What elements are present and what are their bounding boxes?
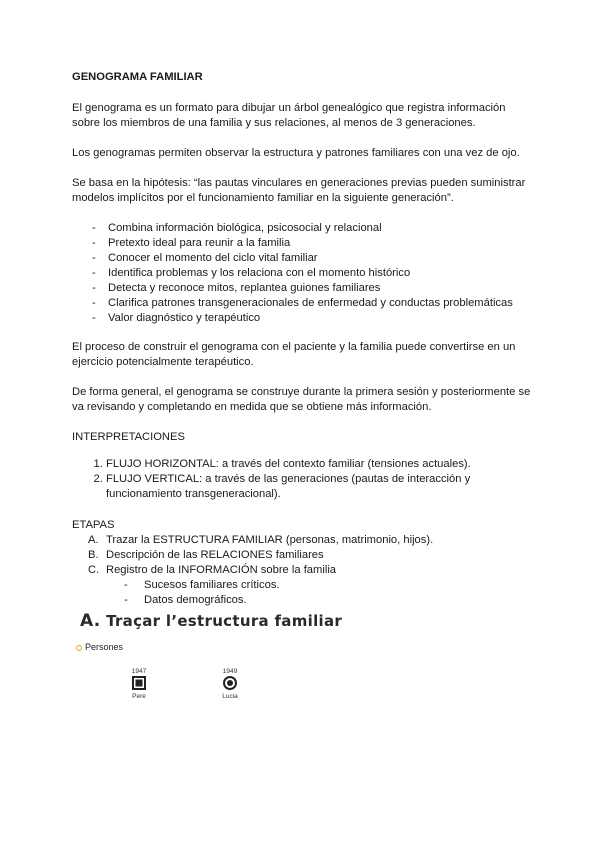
etapa-item [72, 548, 532, 563]
person-name: Pere [132, 693, 146, 700]
figure-heading-text: Traçar l’estructura familiar [106, 612, 343, 630]
figure-heading-initial: A. [80, 611, 101, 631]
features-list [72, 221, 532, 326]
bullet-icon [76, 645, 82, 651]
etapa-marker: B. [88, 549, 99, 561]
list-item: - Pretexto ideal para reunir a la familia [92, 236, 532, 251]
figure-bullet-label: Persones [85, 642, 124, 652]
figure-heading [80, 611, 343, 631]
list-item: - Detecta y reconoce mitos, replantea guiones familiares [92, 281, 532, 296]
etapas-heading: ETAPAS [72, 519, 115, 531]
etapa-item [72, 563, 532, 578]
birth-year: 1947 [131, 668, 147, 675]
etapa-text: Trazar la ESTRUCTURA FAMILIAR (personas, matrimonio, hijos). [106, 534, 434, 546]
list-item: 1. FLUJO HORIZONTAL: a través del contexto familiar (tensiones actuales). [106, 457, 532, 472]
female-circle-icon [223, 676, 237, 690]
paragraph-patterns: Los genogramas permiten observar la estructura y patrones familiares con una vez de ojo. [72, 147, 520, 159]
list-item: - Conocer el momento del ciclo vital familiar [92, 251, 532, 266]
etapa-subitems [72, 578, 532, 608]
list-item: - Combina información biológica, psicosocial y relacional [92, 221, 532, 236]
etapa-marker: A. [88, 534, 99, 546]
paragraph-process: El proceso de construir el genograma con el paciente y la familia puede convertirse en un ejercicio potencialmente terapéutico. [72, 341, 516, 368]
document-page [72, 70, 532, 608]
list-item: - Sucesos familiares críticos. [124, 578, 532, 593]
interpretaciones-list [72, 457, 532, 502]
etapa-text: Descripción de las RELACIONES familiares [106, 549, 324, 561]
page-title: GENOGRAMA FAMILIAR [72, 71, 203, 83]
list-item: 2. FLUJO VERTICAL: a través de las generaciones (pautas de interacción y funcionamiento transgeneracional). [106, 472, 532, 502]
list-item: - Valor diagnóstico y terapéutico [92, 311, 532, 326]
figure-bullet [76, 640, 123, 655]
person-name: Lucia [222, 693, 238, 700]
etapa-text: Registro de la INFORMACIÓN sobre la familia [106, 564, 337, 576]
genogram-figure [72, 610, 532, 710]
etapa-item [72, 533, 532, 548]
etapa-marker: C. [88, 564, 100, 576]
list-item: - Clarifica patrones transgeneracionales de enfermedad y conductas problemáticas [92, 296, 532, 311]
birth-year: 1949 [222, 668, 238, 675]
interpretaciones-heading: INTERPRETACIONES [72, 431, 185, 443]
person-male [124, 668, 154, 701]
paragraph-general: De forma general, el genograma se construye durante la primera sesión y posteriormente se va revisando y completando en medida que se obtiene más información. [72, 386, 531, 413]
paragraph-definition: El genograma es un formato para dibujar un árbol genealógico que registra información sobre los miembros de una familia y sus relaciones, al menos de 3 generaciones. [72, 102, 506, 129]
paragraph-hypothesis: Se basa en la hipótesis: “las pautas vinculares en generaciones previas pueden suministrar modelos implícitos por el funcionamiento familiar en la siguiente generación”. [72, 177, 526, 204]
person-female [215, 668, 245, 701]
list-item: - Identifica problemas y los relaciona con el momento histórico [92, 266, 532, 281]
male-square-icon [132, 676, 146, 690]
list-item: - Datos demográficos. [124, 593, 532, 608]
